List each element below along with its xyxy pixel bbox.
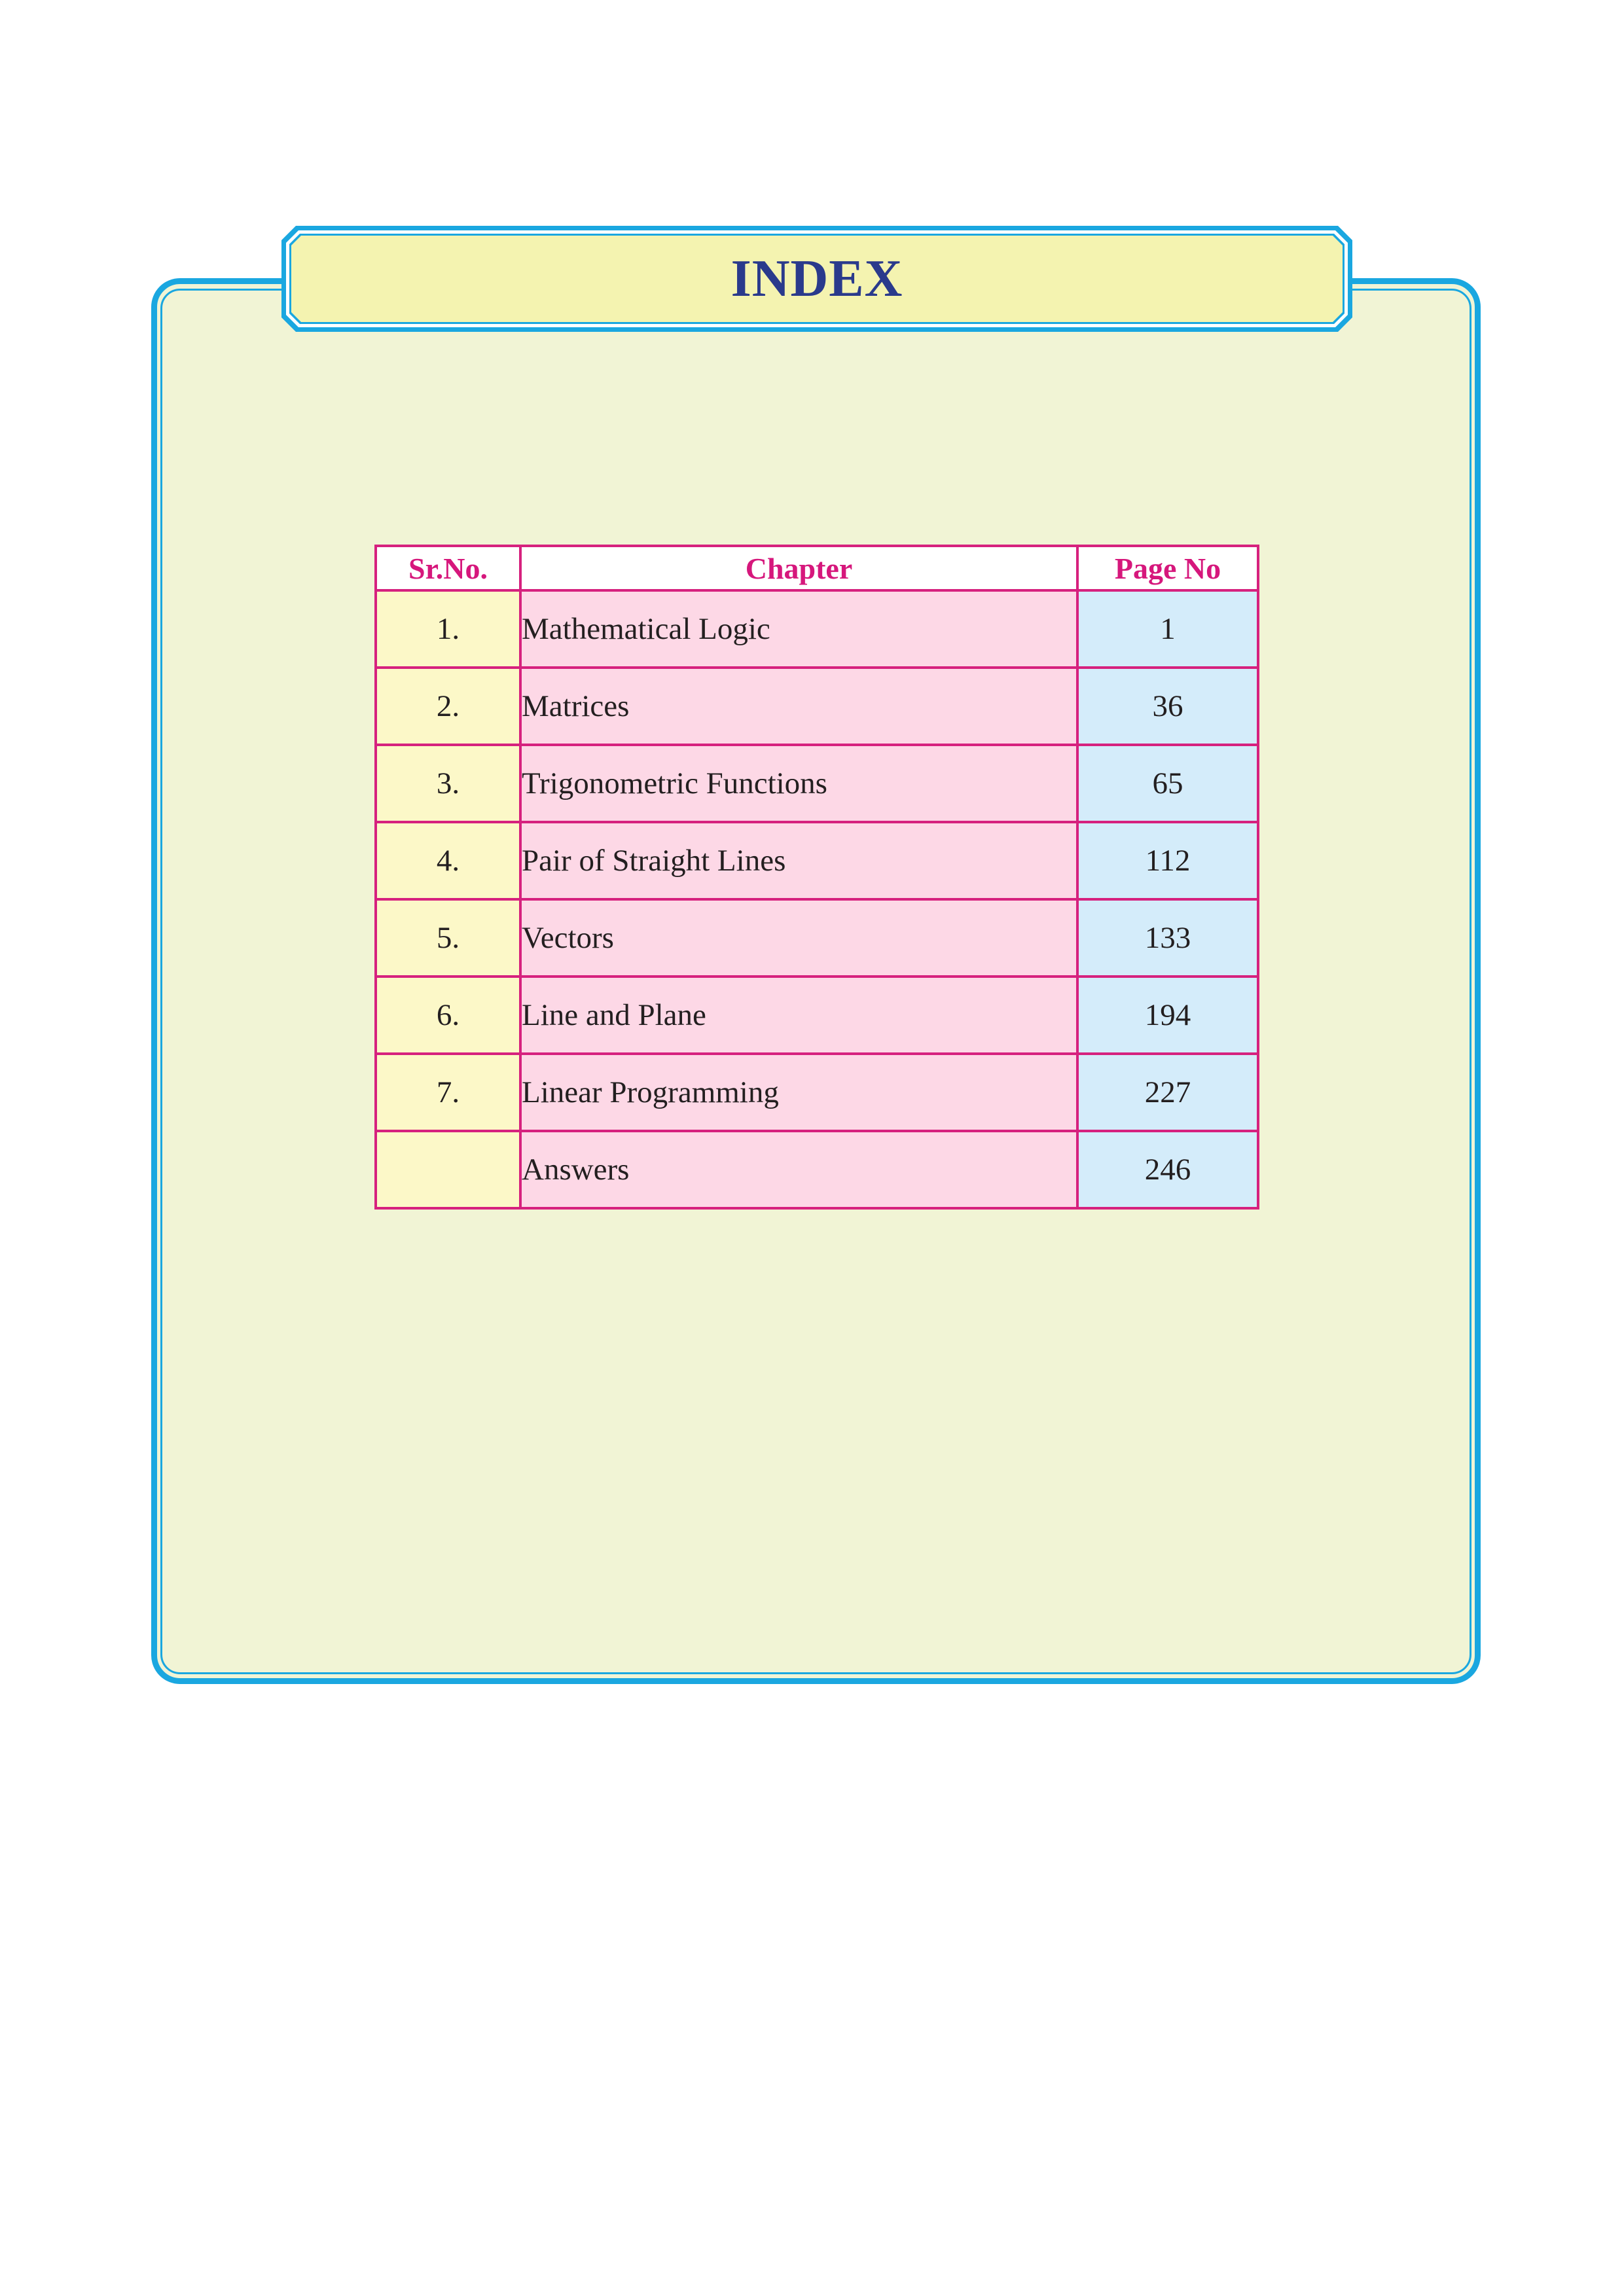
page-cell: 133 — [1077, 899, 1258, 977]
srno-cell: 3. — [376, 745, 520, 822]
chapter-cell: Trigonometric Functions — [520, 745, 1077, 822]
page-cell: 65 — [1077, 745, 1258, 822]
chapter-cell: Vectors — [520, 899, 1077, 977]
chapter-cell: Answers — [520, 1131, 1077, 1208]
chapter-cell: Matrices — [520, 668, 1077, 745]
header-chapter: Chapter — [520, 546, 1077, 590]
index-table — [374, 545, 1259, 1210]
page-cell: 112 — [1077, 822, 1258, 899]
chapter-cell: Pair of Straight Lines — [520, 822, 1077, 899]
page-cell: 246 — [1077, 1131, 1258, 1208]
page-title: INDEX — [731, 249, 903, 308]
header-srno: Sr.No. — [376, 546, 520, 590]
table-row — [376, 977, 1258, 1054]
srno-cell: 6. — [376, 977, 520, 1054]
srno-cell: 1. — [376, 590, 520, 668]
title-banner — [281, 226, 1352, 332]
page-cell: 36 — [1077, 668, 1258, 745]
chapter-cell: Mathematical Logic — [520, 590, 1077, 668]
table-row — [376, 1054, 1258, 1131]
srno-cell: 5. — [376, 899, 520, 977]
srno-cell — [376, 1131, 520, 1208]
srno-cell: 4. — [376, 822, 520, 899]
page-cell: 1 — [1077, 590, 1258, 668]
page-cell: 194 — [1077, 977, 1258, 1054]
table-header-row — [376, 546, 1258, 590]
table-row — [376, 668, 1258, 745]
table-row — [376, 899, 1258, 977]
chapter-cell: Linear Programming — [520, 1054, 1077, 1131]
table-row — [376, 745, 1258, 822]
table-row — [376, 822, 1258, 899]
srno-cell: 7. — [376, 1054, 520, 1131]
srno-cell: 2. — [376, 668, 520, 745]
chapter-cell: Line and Plane — [520, 977, 1077, 1054]
table-row — [376, 590, 1258, 668]
header-page-no: Page No — [1077, 546, 1258, 590]
page-cell: 227 — [1077, 1054, 1258, 1131]
table-row — [376, 1131, 1258, 1208]
